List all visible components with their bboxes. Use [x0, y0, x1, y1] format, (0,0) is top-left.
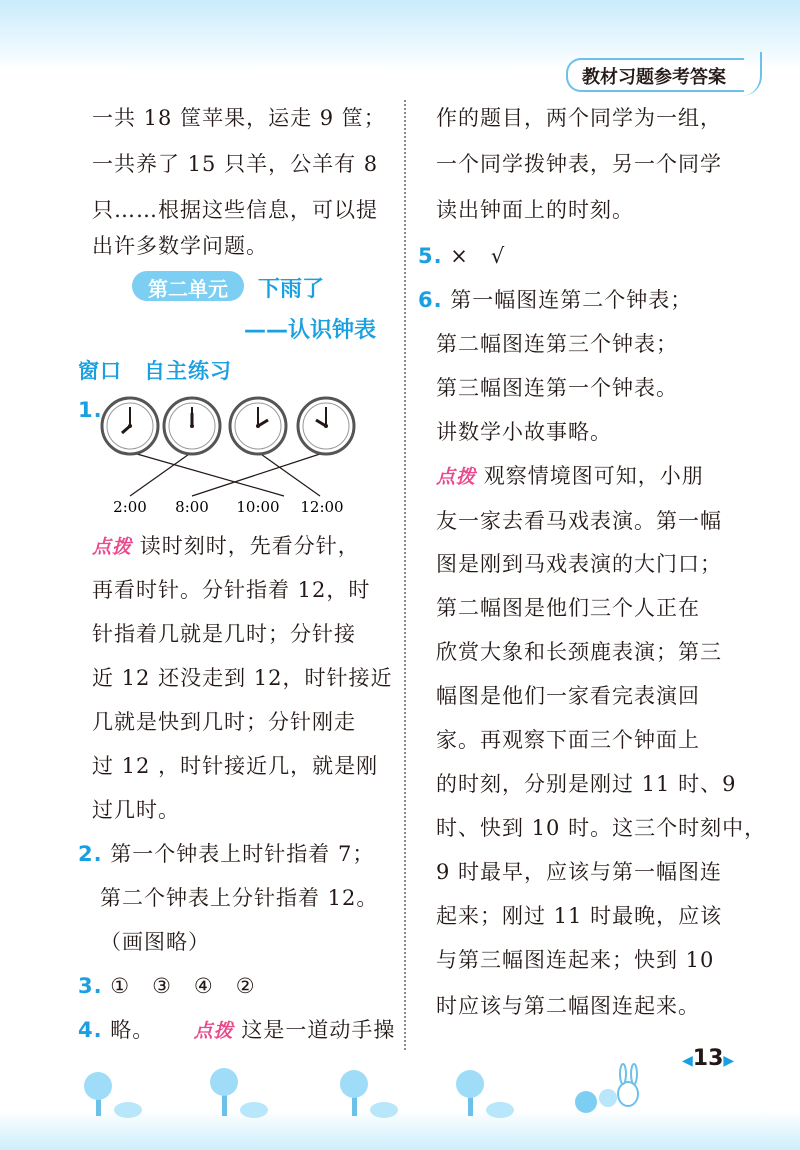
- clock-matching-figure: [98, 396, 358, 516]
- answer-line: 第一幅图连第二个钟表；: [450, 288, 693, 312]
- answer-line: 第二个钟表上分针指着 12。: [100, 886, 379, 910]
- tip-line: 时、快到 10 时。这三个时刻中，: [436, 816, 767, 840]
- question-4-number: 4.: [78, 1018, 103, 1042]
- answer-line: 作的题目，两个同学为一组，: [436, 106, 722, 130]
- clock-face: [230, 398, 286, 454]
- tip-line: 近 12 还没走到 12，时针接近: [92, 666, 393, 690]
- tip-line: [92, 530, 360, 560]
- question-3: [78, 970, 256, 1000]
- tip-text: 观察情境图可知，小朋: [483, 464, 704, 488]
- tip-text: 读时刻时，先看分针，: [139, 534, 360, 558]
- tree-icon: [456, 1070, 484, 1116]
- tip-line: 欣赏大象和长颈鹿表演；第三: [436, 640, 722, 664]
- clock-time-label: 10:00: [236, 498, 280, 516]
- intro-line: 出许多数学问题。: [92, 234, 268, 258]
- tip-line: 与第三幅图连起来；快到 10: [436, 948, 715, 972]
- answer-line: 第三幅图连第一个钟表。: [436, 376, 678, 400]
- tip-line: 友一家去看马戏表演。第一幅: [436, 509, 722, 533]
- header-tab: [566, 58, 744, 92]
- answer-line: 第二幅图连第三个钟表；: [436, 332, 678, 356]
- match-line: [130, 452, 192, 496]
- intro-line: 一共养了 15 只羊，公羊有 8: [92, 152, 379, 176]
- question-1-number: 1.: [78, 398, 103, 422]
- bottom-decoration: [0, 1058, 800, 1128]
- tree-icon: [210, 1068, 238, 1116]
- intro-line: 一共 18 筐苹果，运走 9 筐；: [92, 106, 386, 130]
- tip-line: 第二幅图是他们三个人正在: [436, 596, 700, 620]
- tip-line: 图是刚到马戏表演的大门口；: [436, 552, 722, 576]
- intro-line: 只……根据这些信息，可以提: [92, 198, 378, 222]
- animal-friends-icon: [575, 1064, 638, 1113]
- clock-time-label: 2:00: [113, 498, 147, 516]
- tip-text: 这是一道动手操: [241, 1018, 396, 1042]
- answer-line: （画图略）: [100, 930, 210, 954]
- header-title: 教材习题参考答案: [582, 67, 726, 88]
- tip-line: 针指着几就是几时；分针接: [92, 622, 356, 646]
- tip-line: 几就是快到几时；分针刚走: [92, 710, 356, 734]
- answer-line: × √: [450, 244, 506, 268]
- bush-icon: [114, 1102, 142, 1118]
- tip-line: 家。再观察下面三个钟面上: [436, 728, 700, 752]
- column-divider: [404, 100, 406, 1050]
- question-4: [78, 1014, 395, 1044]
- tip-line: 9 时最早，应该与第一幅图连: [436, 860, 723, 884]
- question-6-number: 6.: [418, 288, 443, 312]
- bush-icon: [240, 1102, 268, 1118]
- tip-line: 再看时针。分针指着 12，时: [92, 578, 371, 602]
- right-arrow-icon: ▶: [723, 1053, 735, 1069]
- page-number-value: 13: [692, 1046, 724, 1071]
- tree-icon: [340, 1070, 368, 1116]
- tip-label: 点拨: [92, 536, 133, 558]
- question-6: [418, 284, 692, 314]
- tip-label: 点拨: [436, 466, 477, 488]
- question-3-number: 3.: [78, 974, 103, 998]
- match-line: [258, 452, 320, 496]
- unit-title: 下雨了: [258, 277, 325, 302]
- unit-label: 第二单元: [148, 277, 228, 301]
- unit-subtitle: ——认识钟表: [244, 318, 377, 343]
- tree-icon: [84, 1072, 112, 1116]
- tip-line: 的时刻，分别是刚过 11 时、9: [436, 772, 737, 796]
- answer-line: 第一个钟表上时针指着 7；: [110, 842, 375, 866]
- answer-line: 一个同学拨钟表，另一个同学: [436, 152, 722, 176]
- clock-time-label: 12:00: [300, 498, 344, 516]
- section-title: 窗口 自主练习: [78, 359, 232, 383]
- tip-line: 时应该与第二幅图连起来。: [436, 994, 700, 1018]
- unit-label-badge: [132, 271, 244, 301]
- answer-line: 读出钟面上的时刻。: [436, 198, 634, 222]
- clock-face: [164, 398, 220, 454]
- question-5-number: 5.: [418, 244, 443, 268]
- tip-line: 起来；刚过 11 时最晚，应该: [436, 904, 723, 928]
- answer-line: 略。: [110, 1018, 155, 1042]
- header-swoosh-decoration: [740, 52, 762, 96]
- tip-line: [436, 460, 704, 490]
- answer-line: ① ③ ④ ②: [110, 974, 256, 998]
- clock-face: [298, 398, 354, 454]
- tip-line: 过 12 ，时针接近几，就是刚: [92, 754, 379, 778]
- clock-face: [102, 398, 158, 454]
- bush-icon: [370, 1102, 398, 1118]
- tip-line: 过几时。: [92, 798, 180, 822]
- question-2-number: 2.: [78, 842, 103, 866]
- tip-line: 幅图是他们一家看完表演回: [436, 684, 700, 708]
- clock-time-label: 8:00: [175, 498, 209, 516]
- tip-label: 点拨: [193, 1020, 234, 1042]
- question-2: [78, 838, 374, 868]
- answer-line: 讲数学小故事略。: [436, 420, 612, 444]
- question-5: [418, 240, 505, 270]
- left-arrow-icon: ◀: [682, 1053, 693, 1069]
- bush-icon: [486, 1102, 514, 1118]
